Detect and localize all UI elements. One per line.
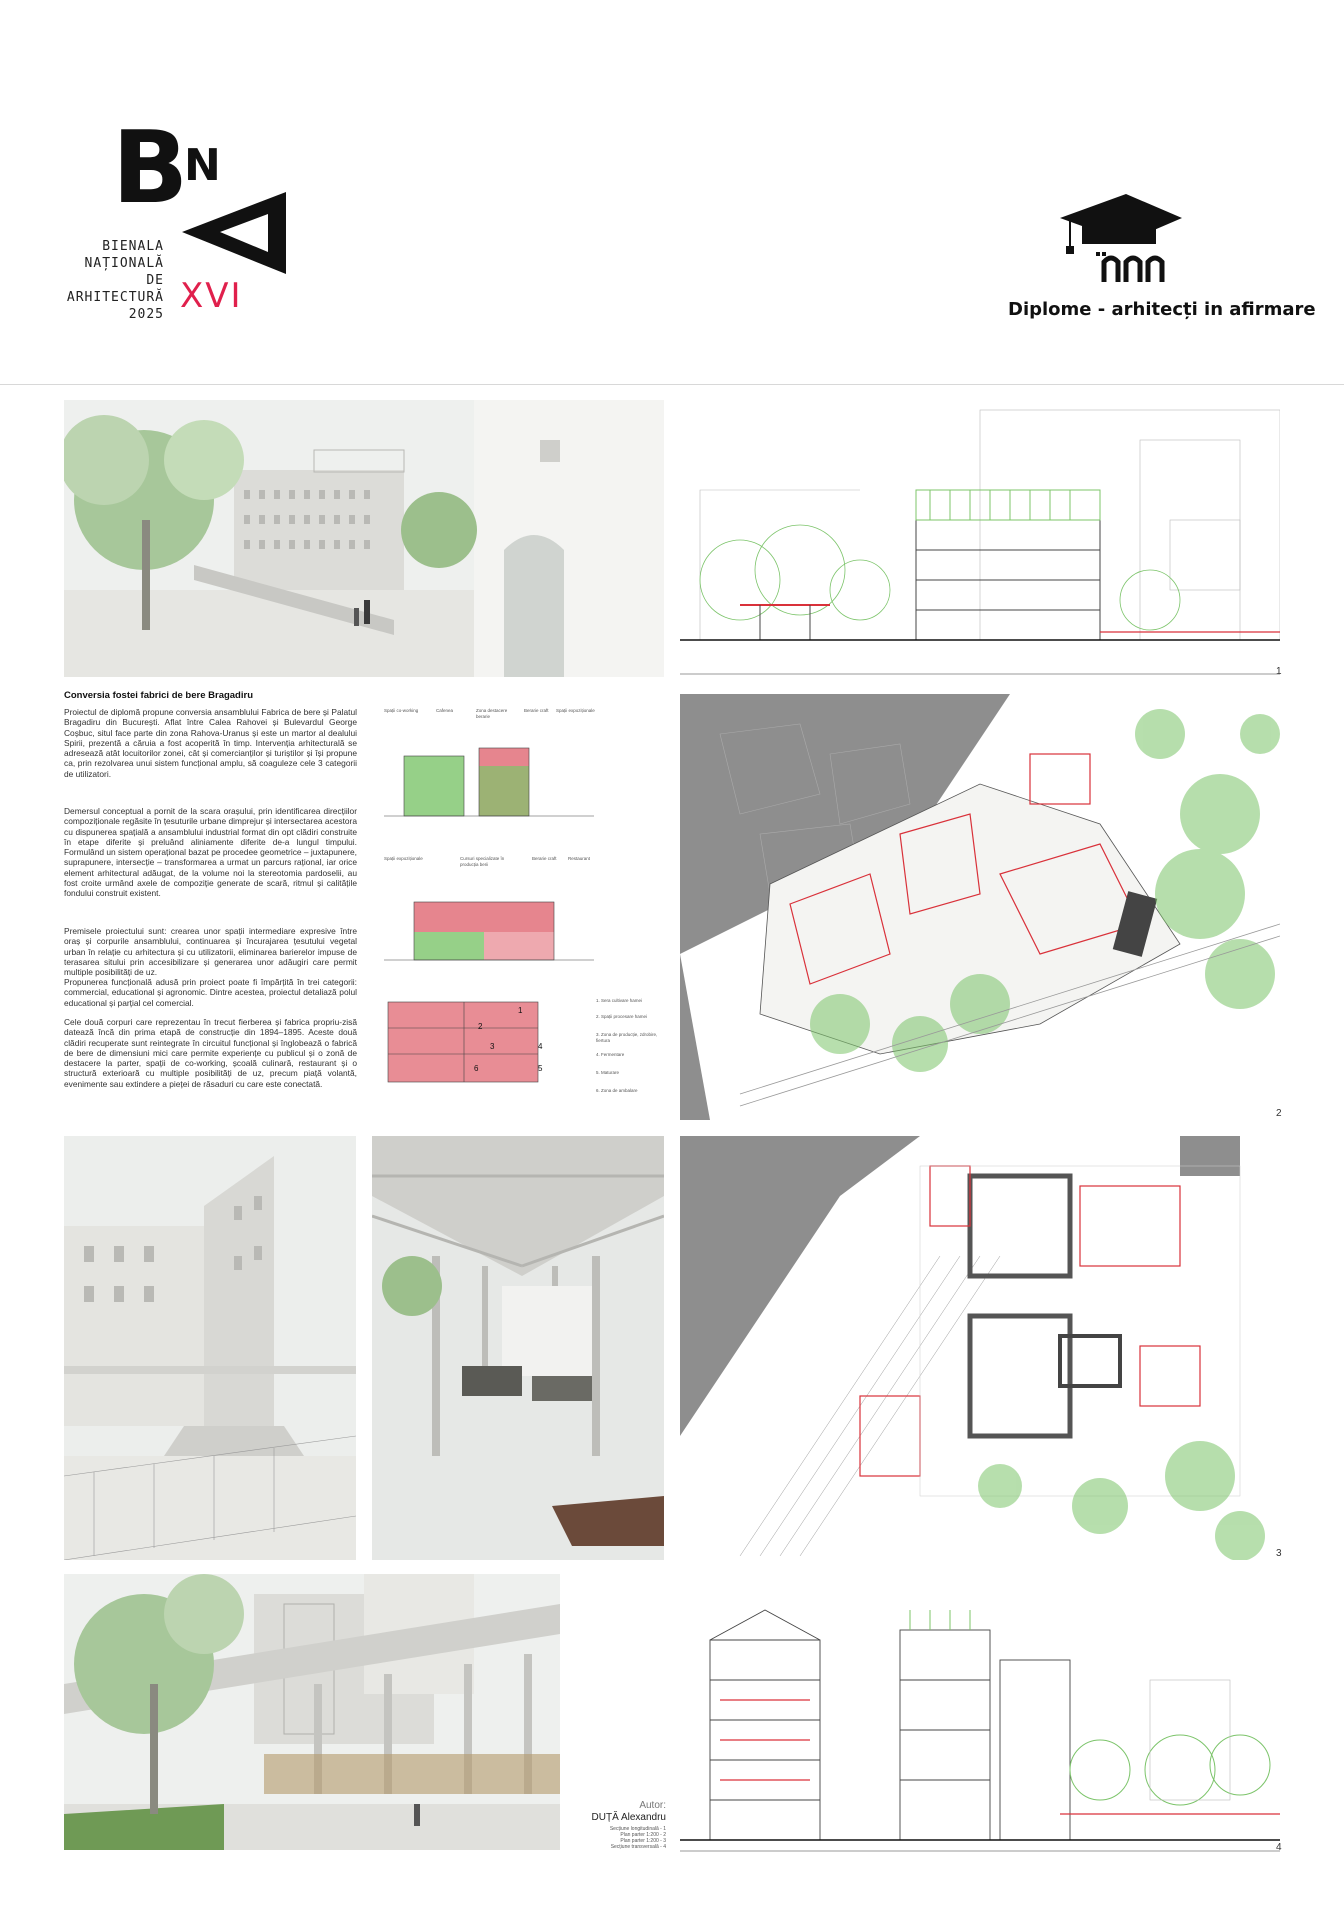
diagram-number: 3 [490, 1042, 495, 1051]
diagram-label: Zona destacere berarie [476, 708, 508, 719]
logo-line-2: NAȚIONALĂ [84, 256, 164, 271]
render-elevated-walkway [64, 1574, 560, 1850]
diagram-legend-item: 3. Zona de producție, zdrobire, fiertura [596, 1032, 658, 1043]
section-transverse-image [680, 1590, 1280, 1852]
diagram-number: 4 [538, 1042, 543, 1051]
sheet-number-3: 3 [1276, 1548, 1282, 1559]
edition-number: XVI [180, 276, 243, 316]
diagram-label: Restaurant [568, 856, 591, 861]
diagram-top-drawing [384, 726, 594, 822]
site-plan-image [680, 694, 1280, 1120]
diagram-number: 2 [478, 1022, 483, 1031]
ground-floor-plan [680, 1136, 1280, 1560]
paragraph-2: Demersul conceptual a pornit de la scara orașului, prin identificarea direcțiilor compoziționale regăsite în țesuturile urbane dimprejur și intersectarea acestora cu dispunerea spațială a ansamblului industrial format din opt clădiri construite în etape diferite și preluând aliniamente diferite de-a lungul timpului. Formulând un sistem operațional bazat pe procedee geometrice – juxtapunere, suprapunere, intersecție – transformarea a urmat un parcurs rațional, iar orice element arhitectural adăugat, de la volume noi la stereotomia pardoselii, au fost croite urmând axele de compoziție generate de scară, ritmul și calitățile fondului construit existent. [64, 806, 357, 899]
render-covered-market [372, 1136, 664, 1560]
section-title: Diplome - arhitecți in afirmare [1008, 299, 1316, 320]
sheet-number-1: 1 [1276, 666, 1282, 677]
graduation-cap-icon [1056, 190, 1186, 286]
logo-letter-n: N [184, 140, 221, 191]
render-bridge-stairs [64, 1136, 356, 1560]
diagram-label: Spații expoziționale [556, 708, 595, 713]
diagram-number: 6 [474, 1064, 479, 1073]
render-courtyard-image [64, 400, 664, 677]
render-covered-market-image [372, 1136, 664, 1560]
diagram-number: 5 [538, 1064, 543, 1073]
diagram-legend-item: 1. Sera cultivare hamei [596, 998, 643, 1003]
diagram-label: Cursuri specializate în producția berii [460, 856, 505, 867]
logo-letter-b: B [112, 109, 189, 226]
sheet-number-2: 2 [1276, 1108, 1282, 1119]
diagram-legend-item: 4. Fermentare [596, 1052, 625, 1057]
diagram-label: Berarie craft [532, 856, 557, 861]
site-plan [680, 694, 1280, 1120]
drawing-legend-item: Secțiune transversală - 4 [610, 1844, 666, 1850]
diagram-legend-item: 6. Zona de ambalare [596, 1088, 638, 1093]
diagram-legend-item: 2. Spații procesare hamei [596, 1014, 648, 1019]
diagram-legend-item: 5. Maturare [596, 1070, 620, 1075]
project-title: Conversia fostei fabrici de bere Bragadiru [64, 690, 254, 701]
logo-line-5: 2025 [128, 307, 164, 322]
logo-line-1: BIENALA [102, 239, 164, 254]
author-name: DUȚĂ Alexandru [591, 1812, 666, 1823]
diagram-label: Berarie craft [524, 708, 549, 713]
drawing-legend-item: Secțiune longitudinală - 1 [609, 1826, 666, 1832]
section-transverse [680, 1590, 1280, 1852]
section-longitudinal [680, 400, 1280, 675]
section-longitudinal-image [680, 400, 1280, 675]
diagram-number: 1 [518, 1006, 523, 1015]
logo-line-3: DE [146, 273, 164, 288]
paragraph-5: Cele două corpuri care reprezentau în trecut fierberea și fabrica propriu-zisă datează încă din prima etapă de construcție din 1894–1895. Aceste două clădiri recuperate sunt reintegrate în circuitul funcțional și înglobează o fabrică de bere de dimensiuni mici care permite experiențe cu publicul și o zonă de destacere la parter, spații de co-working, școală culinară, restaurant și o structură exterioară cu multiple posibilități de uz, precum piață volantă, evenimente sau extindere a pieței de răsaduri cu care este conectată. [64, 1017, 357, 1089]
render-bridge-stairs-image [64, 1136, 356, 1560]
header-divider [0, 384, 1344, 385]
render-elevated-walkway-image [64, 1574, 560, 1850]
diagram-label: Cafenea [436, 708, 454, 713]
paragraph-3: Premisele proiectului sunt: crearea unor spații intermediare expresive între oraș și corpurile ansamblului, continuarea și încurajarea țesutului vegetal urban în relație cu arhitectura și cu utilizatorii, eliminarea barierelor impuse de terasarea sitului prin accesibilizare și generarea unor adăugiri care permit multiple posibilități de uz. [64, 926, 357, 978]
logo-line-4: ARHITECTURĂ [66, 290, 164, 305]
diagram-middle-drawing [384, 872, 594, 968]
diagram-production-drawing [384, 998, 564, 1088]
author-label: Autor: [639, 1800, 666, 1811]
drawing-legend-item: Plan parter 1:200 - 2 [620, 1832, 666, 1838]
diagram-label: Spații co-working [384, 708, 419, 713]
paragraph-1: Proiectul de diplomă propune conversia ansamblului Fabrica de bere și Palatul Bragadiru din București. Aflat între Calea Rahovei și Bulevardul George Coșbuc, situl face parte din zona Rahova-Uranus și este un martor al dealului Spirii, prezentă a căruia a fost acoperită în timp. Intervenția arhitecturală se adresează atât locuitorilor zonei, cât și comercianților și turiștilor și își propune ca, prin rezolvarea unui sistem funcțional amplu, să coaguleze cele 3 categorii de utilizatori. [64, 707, 357, 779]
diagram-label: Spații expoziționale [384, 856, 423, 861]
sheet-number-4: 4 [1276, 1842, 1282, 1853]
render-courtyard [64, 400, 664, 677]
logo-letter-a [182, 192, 286, 274]
drawing-legend-item: Plan parter 1:200 - 3 [620, 1838, 666, 1844]
paragraph-4: Propunerea funcțională adusă prin proiect poate fi împărțită în trei categorii: commercial, educational și agronomic. Dintre acestea, proiectul detaliază polul educational și parțial cel comercial. [64, 977, 357, 1008]
ground-floor-plan-image [680, 1136, 1280, 1560]
